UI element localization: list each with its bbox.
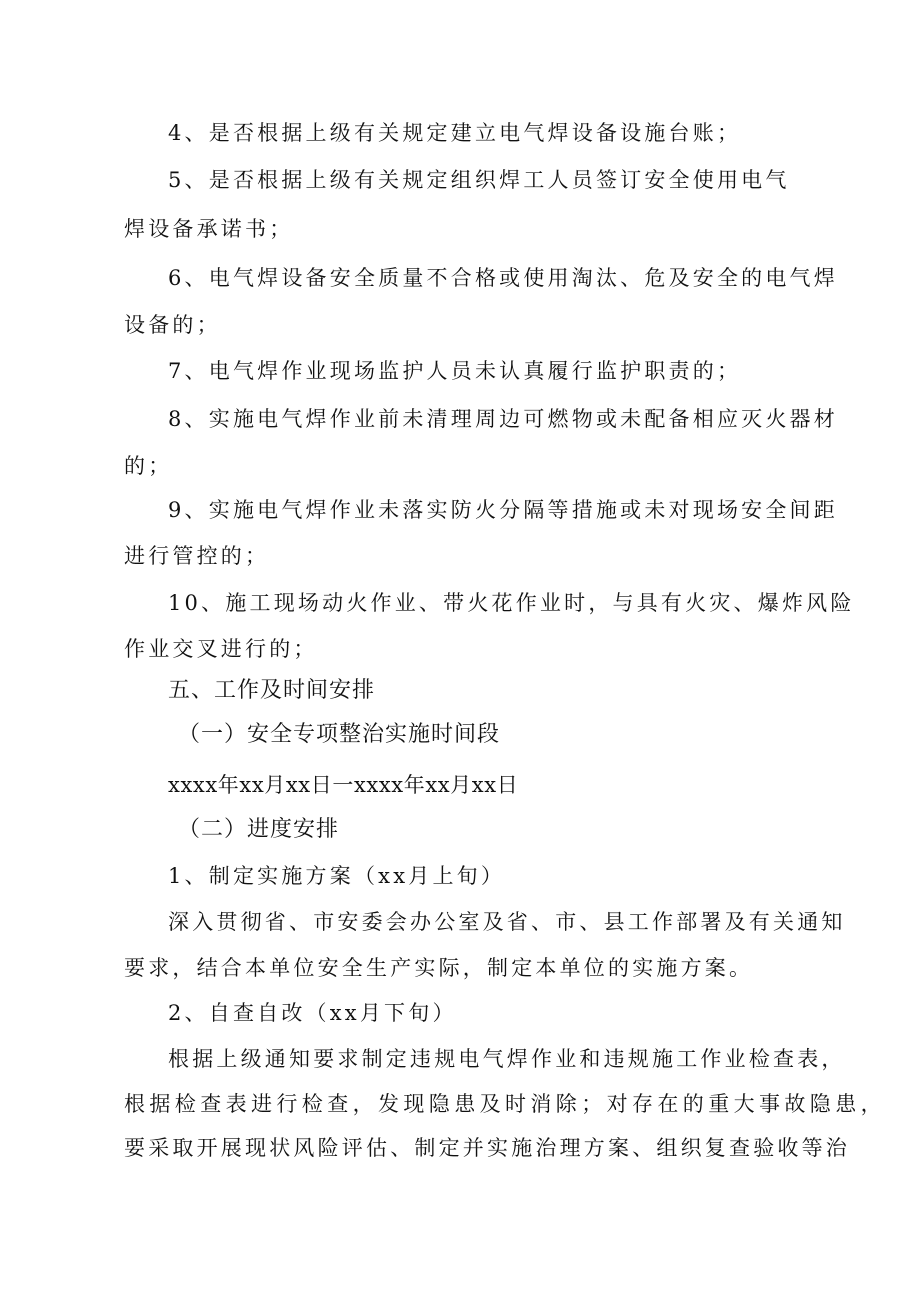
item-6: 6、电气焊设备安全质量不合格或使用淘汰、危及安全的电气焊 xyxy=(168,266,838,290)
step-2-body-line-2: 根据检查表进行检查，发现隐患及时消除；对存在的重大事故隐患， xyxy=(124,1092,886,1116)
item-4: 4、是否根据上级有关规定建立电气焊设备设施台账； xyxy=(168,121,742,145)
section-heading-5: 五、工作及时间安排 xyxy=(168,678,376,703)
item-8: 8、实施电气焊作业前未清理周边可燃物或未配备相应灭火器材 xyxy=(168,407,838,431)
step-2-body: 根据上级通知要求制定违规电气焊作业和违规施工作业检查表， xyxy=(168,1047,846,1071)
subsection-heading-2: （二）进度安排 xyxy=(178,817,340,842)
date-range: xxxx年xx月xx日一xxxx年xx月xx日 xyxy=(168,773,519,797)
item-7: 7、电气焊作业现场监护人员未认真履行监护职责的； xyxy=(168,359,742,383)
item-5: 5、是否根据上级有关规定组织焊工人员签订安全使用电气 xyxy=(168,168,790,192)
item-8-continued: 的； xyxy=(124,454,173,478)
item-9: 9、实施电气焊作业未落实防火分隔等措施或未对现场安全间距 xyxy=(168,498,838,522)
step-2-title: 2、自查自改（xx月下旬） xyxy=(168,1001,457,1025)
item-10: 10、施工现场动火作业、带火花作业时，与具有火灾、爆炸风险 xyxy=(168,591,855,615)
item-6-continued: 设备的； xyxy=(124,313,221,337)
step-2-body-line-3: 要采取开展现状风险评估、制定并实施治理方案、组织复查验收等治 xyxy=(124,1136,850,1160)
step-1-body: 深入贯彻省、市安委会办公室及省、市、县工作部署及有关通知 xyxy=(168,910,846,934)
step-1-title: 1、制定实施方案（xx月上旬） xyxy=(168,864,506,888)
item-5-continued: 焊设备承诺书； xyxy=(124,217,294,241)
item-9-continued: 进行管控的； xyxy=(124,544,270,568)
step-1-body-continued: 要求，结合本单位安全生产实际，制定本单位的实施方案。 xyxy=(124,956,754,980)
item-10-continued: 作业交叉进行的； xyxy=(124,637,318,661)
subsection-heading-1: （一）安全专项整治实施时间段 xyxy=(178,722,501,747)
